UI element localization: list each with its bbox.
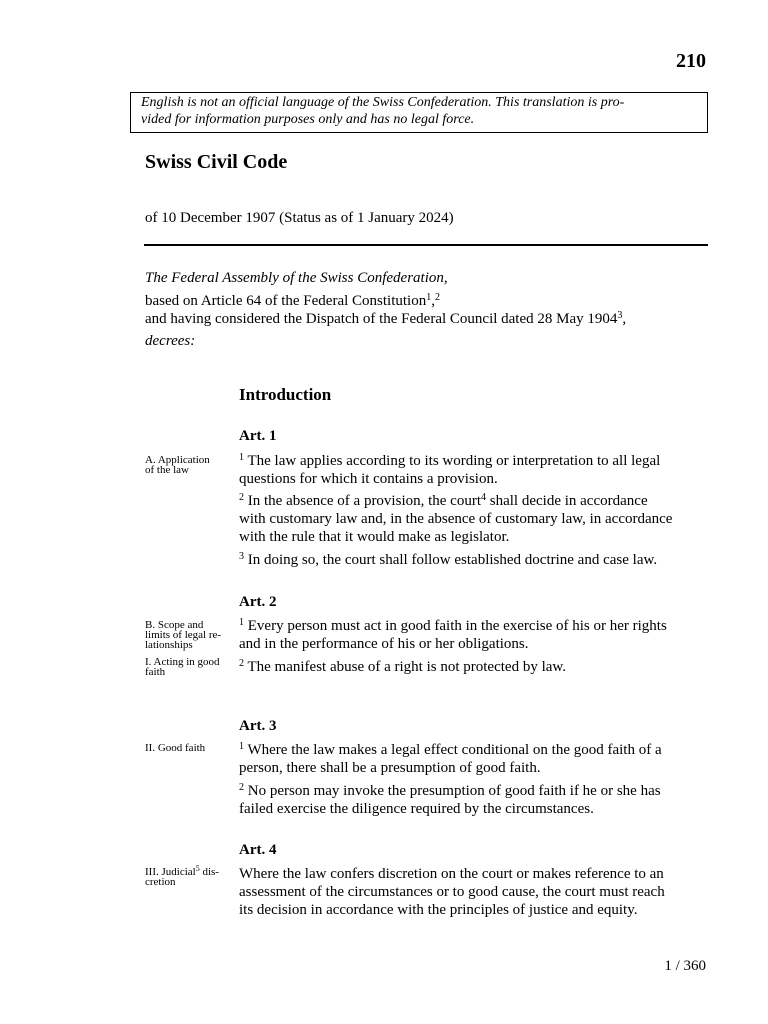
paragraph-line: person, there shall be a presumption of good faith.	[239, 760, 541, 776]
notice-line: English is not an official language of the Swiss Confederation. This translation is pro-	[141, 95, 625, 110]
article-paragraph	[239, 452, 660, 488]
footnote-ref[interactable]: 5	[195, 864, 200, 873]
margin-note-line: B. Scope and	[145, 619, 204, 631]
paragraph-text: In the absence of a provision, the court	[247, 493, 482, 509]
section-heading: Introduction	[239, 385, 332, 404]
document-date-status: of 10 December 1907 (Status as of 1 January 2024)	[145, 210, 454, 226]
paragraph-text: The law applies according to its wording or interpretation to all legal	[247, 453, 661, 469]
margin-note-line: cretion	[145, 876, 176, 888]
paragraph-text: shall decide in accordance	[486, 493, 648, 509]
paragraph-number: 3	[239, 551, 244, 562]
paragraph-number: 2	[239, 782, 244, 793]
margin-note-line: limits of legal re-	[145, 629, 222, 641]
margin-note-line: I. Acting in good	[145, 656, 220, 668]
margin-note-text: dis-	[199, 866, 219, 878]
article-paragraph	[239, 492, 672, 546]
margin-note	[145, 864, 235, 888]
footnote-ref[interactable]: 4	[481, 492, 487, 503]
paragraph-text: In doing so, the court shall follow established doctrine and case law.	[247, 552, 658, 568]
article-paragraph	[239, 617, 667, 653]
paragraph-line: questions for which it contains a provision.	[239, 471, 498, 487]
margin-note-line: II. Good faith	[145, 742, 206, 754]
margin-note	[145, 620, 235, 650]
paragraph-line: assessment of the circumstances or to good cause, the court must reach	[239, 884, 665, 900]
separator: ,	[431, 293, 435, 309]
preamble-dispatch-text: and having considered the Dispatch of the Federal Council dated 28 May 1904	[145, 311, 618, 327]
separator: ,	[622, 311, 627, 327]
margin-note-line: of the law	[145, 464, 189, 476]
paragraph-line	[239, 658, 566, 676]
paragraph-line: with the rule that it would make as legislator.	[239, 529, 510, 545]
article-paragraph	[239, 782, 661, 818]
paragraph-number: 2	[239, 492, 244, 503]
margin-note-text: III. Judicial	[145, 866, 196, 878]
paragraph-line: Where the law confers discretion on the court or makes reference to an	[239, 866, 664, 882]
article-paragraph	[239, 741, 662, 777]
page-number: 210	[676, 50, 706, 72]
paragraph-line	[239, 782, 661, 800]
paragraph-text: Every person must act in good faith in the exercise of his or her rights	[247, 618, 667, 634]
paragraph-line	[239, 551, 657, 569]
paragraph-line	[239, 492, 672, 510]
document-title: Swiss Civil Code	[145, 151, 288, 173]
preamble-dispatch	[145, 310, 626, 328]
paragraph-text: Where the law makes a legal effect conditional on the good faith of a	[247, 742, 662, 758]
article-title: Art. 4	[239, 842, 277, 858]
preamble-based-on-text: based on Article 64 of the Federal Constitution	[145, 293, 427, 309]
paragraph-line	[239, 617, 667, 635]
title-divider	[144, 244, 708, 246]
margin-note	[145, 743, 235, 753]
article-paragraph	[239, 658, 566, 676]
preamble-decrees: decrees:	[145, 333, 196, 349]
paragraph-number: 1	[239, 452, 244, 463]
margin-note	[145, 455, 235, 475]
paragraph-line	[239, 452, 660, 470]
notice-line: vided for information purposes only and has no legal force.	[141, 112, 475, 127]
footnote-ref[interactable]: 3	[617, 310, 623, 321]
paragraph-line: failed exercise the diligence required by the circumstances.	[239, 801, 594, 817]
article-paragraph	[239, 865, 665, 919]
margin-note-line: A. Application	[145, 454, 210, 466]
page-indicator: 1 / 360	[664, 958, 706, 974]
footnote-ref[interactable]: 2	[434, 292, 440, 303]
preamble-assembly: The Federal Assembly of the Swiss Confederation,	[145, 270, 448, 286]
paragraph-number: 1	[239, 617, 244, 628]
footnote-ref[interactable]: 1	[426, 292, 432, 303]
paragraph-line: its decision in accordance with the principles of justice and equity.	[239, 902, 638, 918]
margin-note-line: lationships	[145, 639, 193, 651]
margin-note	[145, 657, 235, 677]
article-title: Art. 1	[239, 428, 277, 444]
paragraph-text: No person may invoke the presumption of good faith if he or she has	[247, 783, 661, 799]
paragraph-number: 2	[239, 658, 244, 669]
article-title: Art. 3	[239, 718, 277, 734]
paragraph-line: and in the performance of his or her obligations.	[239, 636, 529, 652]
paragraph-line: with customary law and, in the absence of customary law, in accordance	[239, 511, 673, 527]
preamble-based-on	[145, 292, 440, 310]
paragraph-line	[239, 741, 662, 759]
article-title: Art. 2	[239, 594, 277, 610]
paragraph-number: 1	[239, 741, 244, 752]
paragraph-text: The manifest abuse of a right is not protected by law.	[247, 659, 566, 675]
translation-notice	[130, 92, 708, 133]
margin-note-line: faith	[145, 666, 166, 678]
article-paragraph	[239, 551, 657, 569]
